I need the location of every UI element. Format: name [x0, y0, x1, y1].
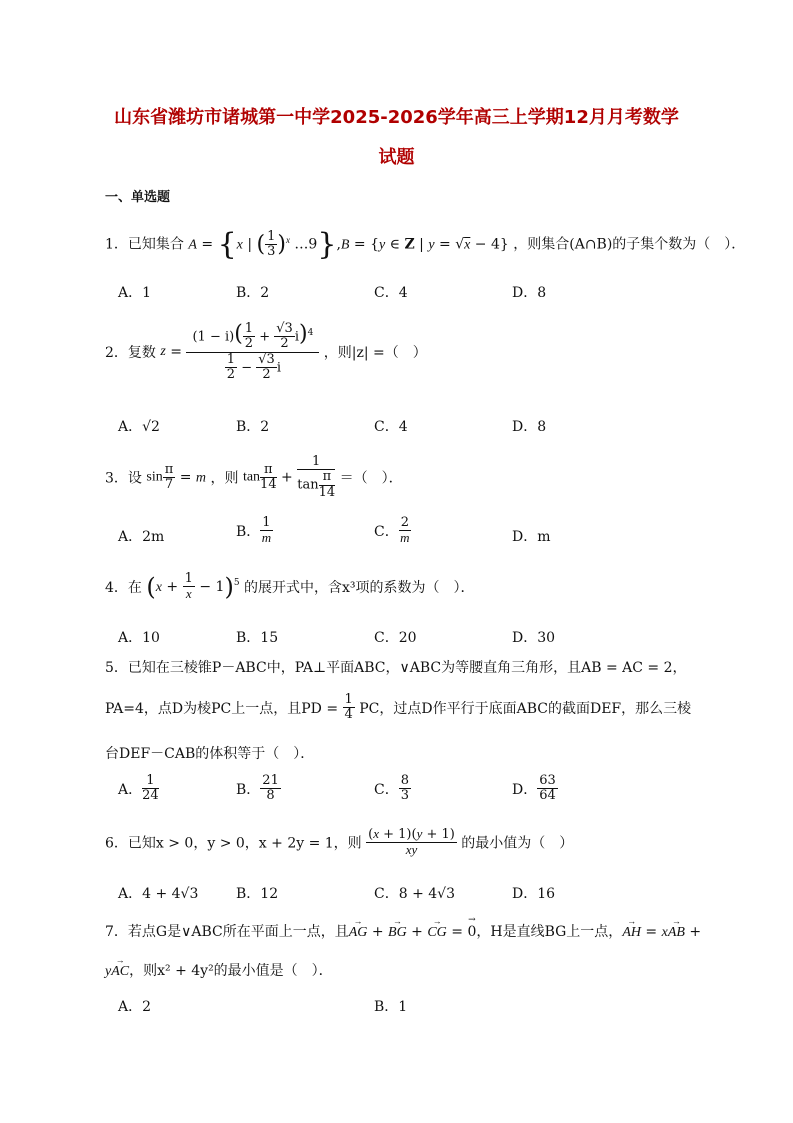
q1-option-d[interactable]: D．8 — [512, 285, 547, 301]
q6-option-a[interactable]: A．4 + 4√3 — [118, 886, 199, 902]
q3-option-a[interactable]: A．2m — [118, 529, 165, 545]
question-7-line1: 7．若点G是∨ABC所在平面上一点，且→ AG + → BG + → CG = → 0，H是直线BG上一点，→ AH = x→ AB + — [105, 921, 701, 941]
q7-option-a[interactable]: A．2 — [118, 999, 152, 1015]
q1-suffix: ，则集合(A∩B)的子集个数为（ ）． — [513, 236, 746, 253]
question-4: 4．在 (x + $\frac{1}{x}$ − 1)$^5$ 的展开式中，含x³项的系数为（ ）． — [105, 571, 475, 602]
q5-option-c[interactable]: C． $\frac{8}{3}$ — [374, 773, 409, 804]
q4-option-d[interactable]: D．30 — [512, 630, 556, 646]
q4-suffix: 的展开式中，含x³项的系数为（ ）． — [244, 579, 475, 596]
q2-expression: (1 − i)( $\frac{1}{2}$ + $\frac{√3}{2}$ i)$^4$ $\frac{1}{2}$ − $\frac{√3}{2}$ i — [186, 322, 319, 382]
q6-option-b[interactable]: B．12 — [236, 886, 279, 902]
q6-expression: $\frac{(x + 1)(y + 1)}{xy}$ — [368, 826, 455, 858]
q5-option-b[interactable]: B． $\frac{21}{8}$ — [236, 773, 279, 804]
q3-suffix: ＝（ ）． — [339, 470, 403, 487]
question-5-line2: PA=4，点D为棱PC上一点，且PD = $\frac{1}{4}$ PC，过点D作平行于底面ABC的截面DEF，那么三棱 — [105, 692, 692, 723]
q3-option-d[interactable]: D．m — [512, 529, 551, 545]
question-6: 6．已知x > 0，y > 0，x + 2y = 1，则 $\frac{(x + 1)(y + 1)}{xy}$ 的最小值为（ ） — [105, 826, 574, 858]
q3-option-b[interactable]: B． $\frac{1}{m}$ — [236, 515, 272, 546]
q1-option-c[interactable]: C．4 — [374, 285, 408, 301]
q1-prefix: 1．已知集合 — [105, 236, 184, 253]
q2-suffix: ，则|z| =（ ） — [323, 345, 427, 362]
q7-option-b[interactable]: B．1 — [374, 999, 408, 1015]
q4-prefix: 4．在 — [105, 579, 142, 596]
question-5-line3: 台DEF－CAB的体积等于（ ）． — [105, 746, 315, 762]
q1-option-a[interactable]: A．1 — [118, 285, 152, 301]
section-heading: 一、单选题 — [105, 190, 171, 205]
question-7-line2: y→ AC，则x² + 4y²的最小值是（ ）． — [105, 960, 333, 980]
q6-option-d[interactable]: D．16 — [512, 886, 556, 902]
q4-option-b[interactable]: B．15 — [236, 630, 279, 646]
q2-prefix: 2．复数 — [105, 345, 156, 362]
question-3: 3．设 sin $\frac{\pi}{7}$ = m ，则 tan $\frac{\pi}{14}$ + 1 tan $\frac{\pi}{14}$ ＝（ ）． — [105, 454, 403, 500]
q2-option-c[interactable]: C．4 — [374, 419, 408, 435]
question-1: 1．已知集合 A = {x | ( $\frac{1}{3}$ )$^x$ …9},B = {y ∈ Z | y = √x − 4} ，则集合(A∩B)的子集个数为（ ）． — [105, 227, 746, 262]
q3-option-c[interactable]: C． $\frac{2}{m}$ — [374, 515, 410, 546]
q6-option-c[interactable]: C．8 + 4√3 — [374, 886, 455, 902]
q4-option-a[interactable]: A．10 — [118, 630, 160, 646]
q5-option-a[interactable]: A． $\frac{1}{24}$ — [118, 773, 159, 804]
doc-title-line1: 山东省潍坊市诸城第一中学2025-2026学年高三上学期12月月考数学 — [114, 107, 679, 128]
question-5-line1: 5．已知在三棱锥P－ABC中，PA⊥平面ABC，∨ABC为等腰直角三角形，且AB = AC = 2， — [105, 660, 687, 676]
q3-mid: ，则 — [210, 470, 239, 487]
q2-option-a[interactable]: A．√2 — [118, 419, 160, 435]
q1-set-a: A — [188, 237, 197, 253]
q4-option-c[interactable]: C．20 — [374, 630, 417, 646]
doc-title-line2: 试题 — [378, 147, 415, 168]
q1-option-b[interactable]: B．2 — [236, 285, 270, 301]
q3-prefix: 3．设 — [105, 470, 142, 487]
q2-option-b[interactable]: B．2 — [236, 419, 270, 435]
q2-option-d[interactable]: D．8 — [512, 419, 547, 435]
q5-option-d[interactable]: D． $\frac{63}{64}$ — [512, 773, 556, 804]
question-2: 2．复数 z = (1 − i)( $\frac{1}{2}$ + $\frac{√3}{2}$ i)$^4$ $\frac{1}{2}$ − $\frac{√3}{2}$ i ，则|z| =（ ） — [105, 321, 427, 382]
